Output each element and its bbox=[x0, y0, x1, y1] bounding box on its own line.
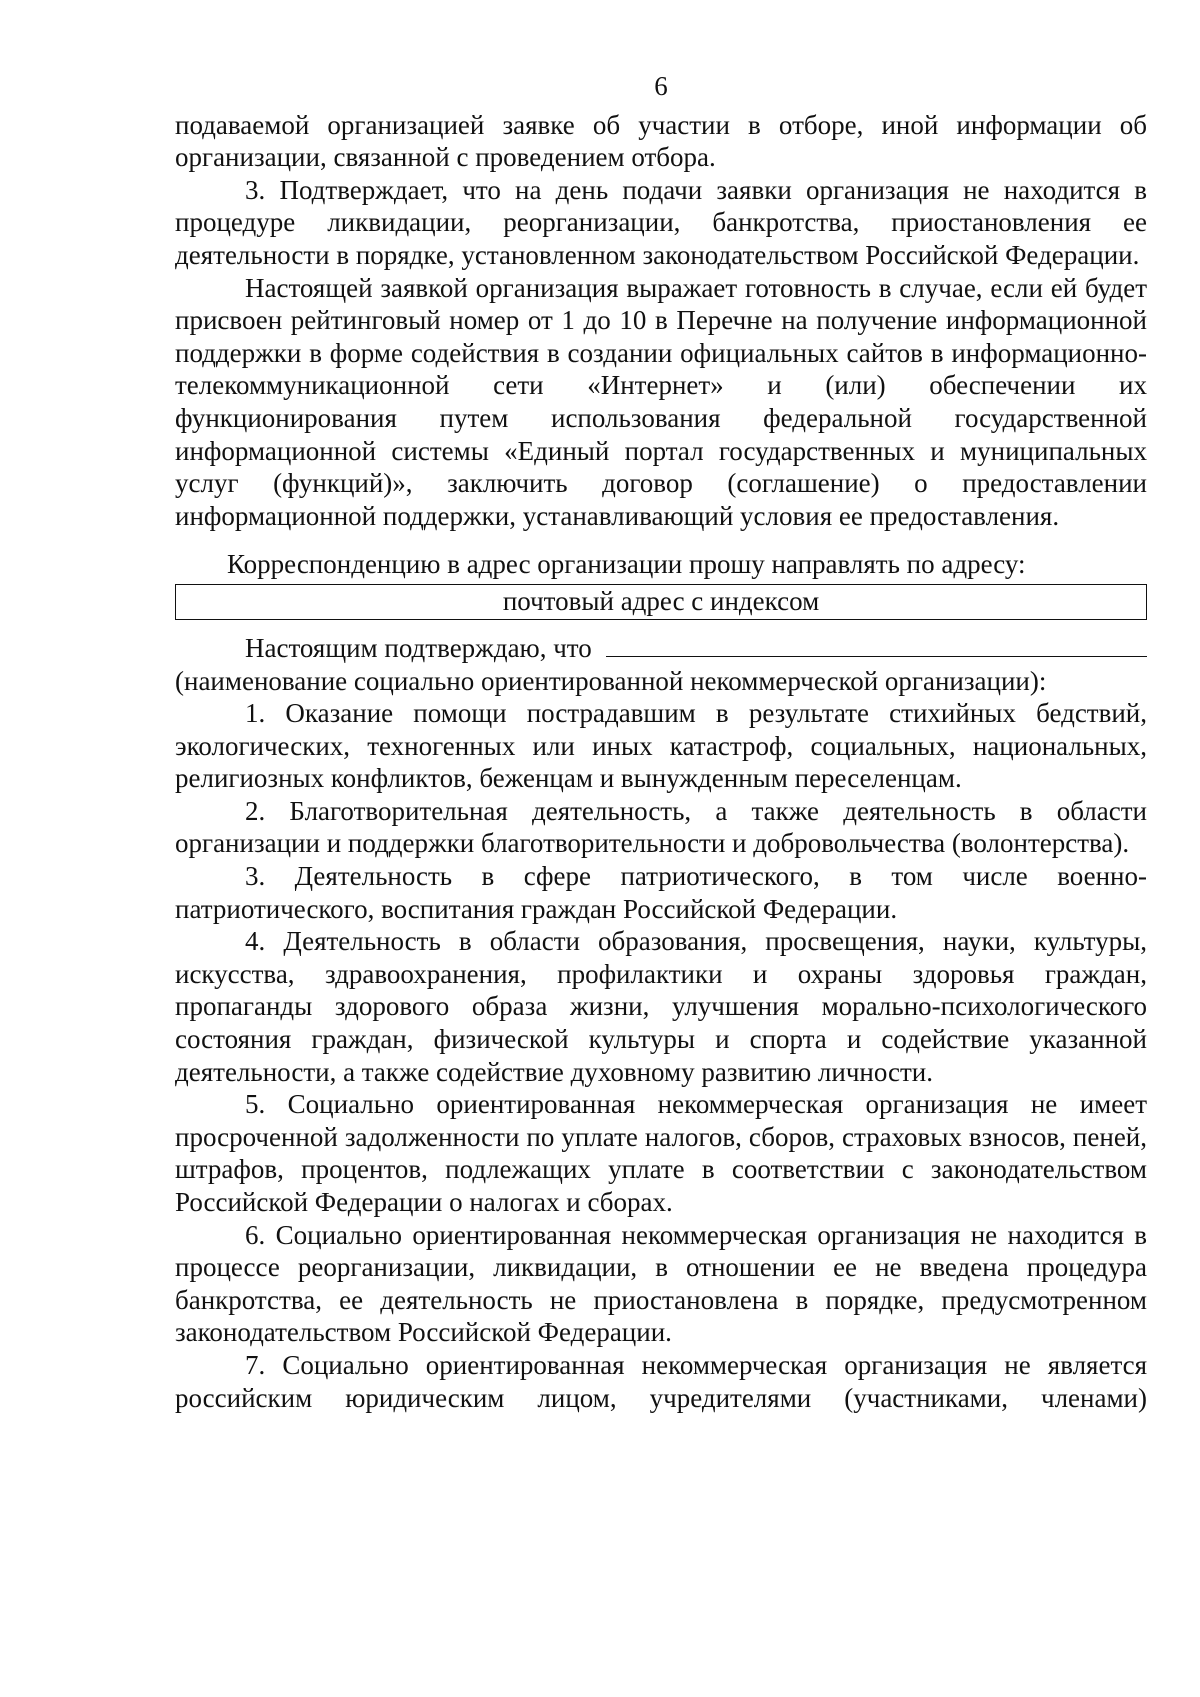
list-item: 7. Социально ориентированная некоммерческая организация не является российским юридическим лицом, учредителями (участниками, членами) bbox=[175, 1349, 1147, 1413]
confirmation-line bbox=[175, 630, 1147, 665]
list-item: 3. Деятельность в сфере патриотического, в том числе военно-патриотического, воспитания граждан Российской Федерации. bbox=[175, 861, 1147, 924]
paragraph-readiness: Настоящей заявкой организация выражает готовность в случае, если ей будет присвоен рейтинговый номер от 1 до 10 в Перечне на получение информационной поддержки в форме содействия в создании официальных сайтов в информационно-телекоммуникационной сети «Интернет» и (или) обеспечении их функционирования путем использования федеральной государственной информационной системы «Единый портал государственных и муниципальных услуг (функций)», заключить договор (соглашение) о предоставлении информационной поддержки, устанавливающий условия ее предоставления. bbox=[175, 272, 1147, 531]
correspondence-label: Корреспонденцию в адрес организации прошу направлять по адресу: bbox=[227, 549, 1026, 580]
postal-address-field[interactable] bbox=[175, 584, 1147, 620]
list-item: 1. Оказание помощи пострадавшим в результате стихийных бедствий, экологических, техногенных или иных катастроф, социальных, национальных, религиозных конфликтов, беженцам и вынужденным переселенцам. bbox=[175, 698, 1147, 794]
document-page bbox=[175, 70, 1147, 1414]
organization-name-caption: (наименование социально ориентированной некоммерческой организации): bbox=[175, 665, 1047, 696]
list-item: 6. Социально ориентированная некоммерческая организация не находится в процессе реорганизации, ликвидации, в отношении ее не введена процедура банкротства, ее деятельность не приостановлена в порядке, предусмотренном законодательством Российской Федерации. bbox=[175, 1219, 1147, 1348]
organization-name-blank[interactable] bbox=[606, 630, 1147, 657]
page-number: 6 bbox=[654, 71, 668, 101]
list-item: 5. Социально ориентированная некоммерческая организация не имеет просроченной задолженности по уплате налогов, сборов, страховых взносов, пеней, штрафов, процентов, подлежащих уплате в соответствии с законодательством Российской Федерации о налогах и сборах. bbox=[175, 1089, 1147, 1217]
list-item: 2. Благотворительная деятельность, а также деятельность в области организации и поддержки благотворительности и добровольчества (волонтерства). bbox=[175, 795, 1147, 859]
list-item: 4. Деятельность в области образования, просвещения, науки, культуры, искусства, здравоохранения, профилактики и охраны здоровья граждан, пропаганды здорового образа жизни, улучшения морально-психологического состояния граждан, физической культуры и спорта и содействие указанной деятельности, а также содействие духовному развитию личности. bbox=[175, 926, 1147, 1087]
paragraph-item-3-confirm: 3. Подтверждает, что на день подачи заявки организация не находится в процедуре ликвидации, реорганизации, банкротства, приостановления ее деятельности в порядке, установленном законодательством Российской Федерации. bbox=[175, 174, 1147, 270]
postal-address-caption: почтовый адрес с индексом bbox=[502, 585, 820, 616]
paragraph-continuation: подаваемой организацией заявке об участии в отборе, иной информации об организации, связанной с проведением отбора. bbox=[175, 109, 1147, 173]
confirmation-lead: Настоящим подтверждаю, что bbox=[245, 632, 592, 663]
